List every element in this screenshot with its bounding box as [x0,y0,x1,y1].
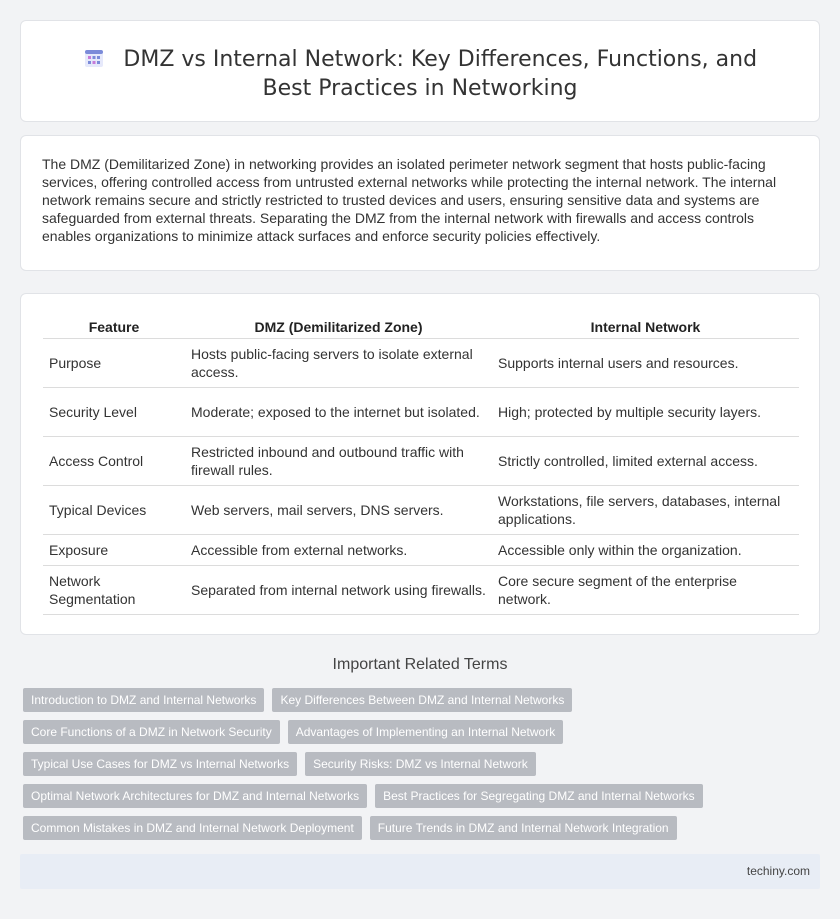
internal-cell: Strictly controlled, limited external access. [492,436,799,485]
intro-card [20,135,820,271]
feature-cell: Purpose [43,338,185,387]
header-internal: Internal Network [492,316,799,338]
dmz-cell: Hosts public-facing servers to isolate external access. [185,338,492,387]
related-term-link[interactable]: Advantages of Implementing an Internal Network [288,720,563,744]
dmz-cell: Restricted inbound and outbound traffic with firewall rules. [185,436,492,485]
page-title: DMZ vs Internal Network: Key Differences, Functions, and Best Practices in Networking [123,47,758,101]
feature-cell: Security Level [43,387,185,436]
feature-cell: Network Segmentation [43,565,185,614]
header-feature: Feature [43,316,185,338]
table-row [43,387,799,436]
feature-cell: Access Control [43,436,185,485]
tag-row [23,688,823,720]
grid-document-icon [83,47,105,69]
related-term-link[interactable]: Future Trends in DMZ and Internal Network Integration [370,816,677,840]
tag-row [23,784,823,816]
related-term-link[interactable]: Key Differences Between DMZ and Internal Networks [272,688,572,712]
feature-cell: Exposure [43,534,185,565]
table-row [43,436,799,485]
internal-cell: Supports internal users and resources. [492,338,799,387]
table-row [43,338,799,387]
table-row [43,534,799,565]
related-term-link[interactable]: Best Practices for Segregating DMZ and Internal Networks [375,784,702,808]
tag-row [23,720,823,752]
internal-cell: High; protected by multiple security layers. [492,387,799,436]
title-wrap [61,45,779,103]
dmz-cell: Separated from internal network using firewalls. [185,565,492,614]
intro-paragraph: The DMZ (Demilitarized Zone) in networking provides an isolated perimeter network segment that hosts public-facing services, offering controlled access from untrusted external networks while protecting the internal network. The internal network remains secure and strictly restricted to trusted devices and users, ensuring sensitive data and systems are safeguarded from external threats. Separating the DMZ from the internal network with firewalls and access controls enables organizations to minimize attack surfaces and enforce security policies effectively. [42,156,777,244]
dmz-cell: Moderate; exposed to the internet but isolated. [185,387,492,436]
related-terms-title: Important Related Terms [332,656,508,673]
feature-cell: Typical Devices [43,485,185,534]
footer-brand[interactable]: techiny.com [746,864,810,878]
internal-cell: Core secure segment of the enterprise network. [492,565,799,614]
related-term-link[interactable]: Security Risks: DMZ vs Internal Network [305,752,536,776]
related-term-link[interactable]: Optimal Network Architectures for DMZ and Internal Networks [23,784,367,808]
table-row [43,565,799,614]
related-term-link[interactable]: Common Mistakes in DMZ and Internal Network Deployment [23,816,362,840]
tag-row [23,816,823,848]
header-card [20,20,820,122]
internal-cell: Accessible only within the organization. [492,534,799,565]
header-dmz: DMZ (Demilitarized Zone) [185,316,492,338]
table-header-row [43,316,799,338]
internal-cell: Workstations, file servers, databases, internal applications. [492,485,799,534]
dmz-cell: Accessible from external networks. [185,534,492,565]
related-terms-tags [23,688,823,848]
related-term-link[interactable]: Introduction to DMZ and Internal Networks [23,688,264,712]
related-term-link[interactable]: Typical Use Cases for DMZ vs Internal Networks [23,752,297,776]
comparison-table [43,316,799,615]
footer [20,854,820,889]
dmz-cell: Web servers, mail servers, DNS servers. [185,485,492,534]
related-term-link[interactable]: Core Functions of a DMZ in Network Security [23,720,280,744]
tag-row [23,752,823,784]
comparison-table-card [20,293,820,635]
table-row [43,485,799,534]
